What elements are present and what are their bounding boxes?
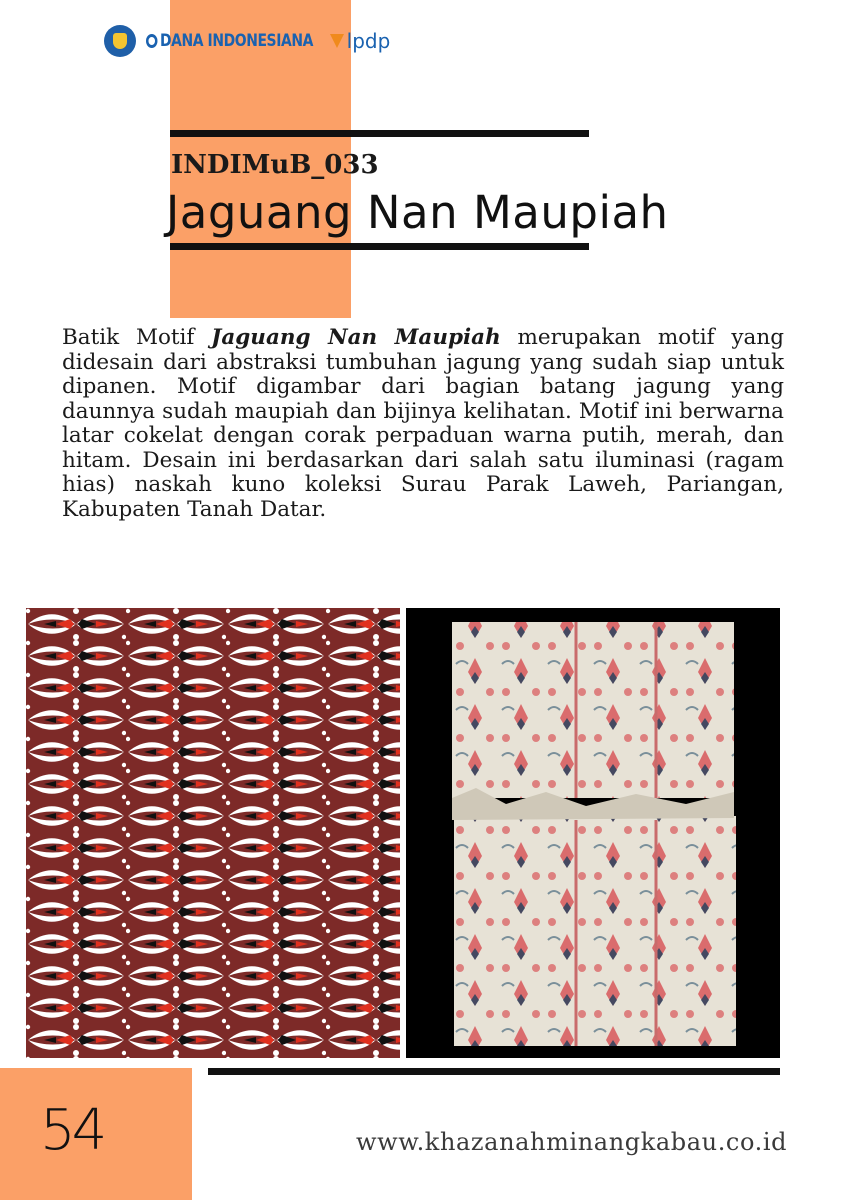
lpdp-wordmark: lpdp	[346, 29, 391, 53]
dana-indonesiana-wordmark: DANA INDONESIANA	[159, 31, 313, 51]
description-prefix: Batik Motif	[62, 325, 212, 350]
website-url: www.khazanahminangkabau.co.id	[356, 1128, 788, 1156]
motif-code: INDIMuB_033	[171, 150, 379, 180]
footer-rule	[208, 1068, 780, 1075]
title-rule-bottom	[170, 243, 589, 250]
sponsor-logos	[104, 22, 390, 60]
batik-motif-image	[26, 608, 400, 1058]
page-title: Jaguang Nan Maupiah	[166, 186, 669, 239]
title-rule-top	[170, 130, 589, 137]
lpdp-logo	[330, 29, 391, 53]
tut-wuri-handayani-emblem-icon	[104, 25, 136, 57]
description-body: merupakan motif yang didesain dari abstraksi tumbuhan jagung yang sudah siap untuk dipanen. Motif digambar dari bagian batang jagung yang daunnya sudah maupiah dan bijinya kelihatan. Motif ini berwarna latar cokelat dengan corak perpaduan warna putih, merah, dan hitam. Desain ini berdasarkan dari salah satu iluminasi (ragam hias) naskah kuno koleksi Surau Parak Laweh, Pariangan, Kabupaten Tanah Datar.	[62, 325, 784, 522]
motif-description	[62, 326, 784, 522]
dana-indonesiana-mark-icon	[146, 34, 157, 48]
manuscript-illumination-image	[406, 608, 780, 1058]
description-motif-name: Jaguang Nan Maupiah	[211, 325, 501, 350]
dana-indonesiana-logo	[146, 31, 313, 51]
lpdp-mark-icon	[330, 34, 344, 48]
page-number: 54	[40, 1098, 104, 1163]
